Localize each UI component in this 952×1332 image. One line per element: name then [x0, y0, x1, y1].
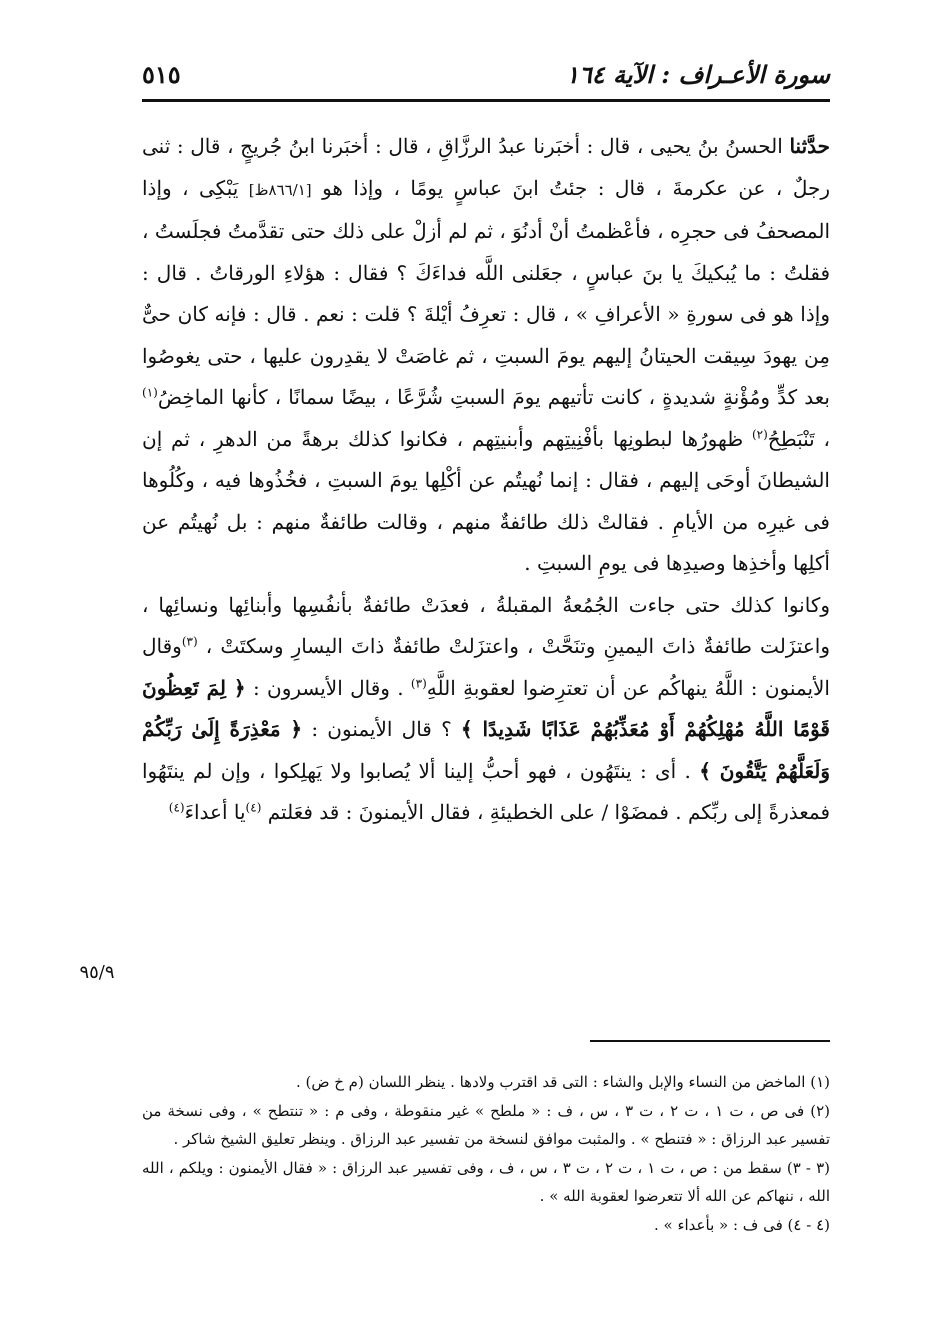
footnote-marker-3-start: (٣) [181, 634, 198, 649]
footnote-marker-4-end: (٤) [168, 800, 185, 815]
page-number: ٥١٥ [142, 59, 181, 89]
paragraph-text: يَبْكِى ، وإذا المصحفُ فى حجرِه ، فأعْظمتُ أنْ أدنُوَ ، ثم لم أزلْ على ذلك حتى تقدَّمتُ فجلَستُ ، فقلتُ : ما يُبكيكَ يا بنَ عباسٍ ، جعَلنى اللَّه فداءَكَ ؟ فقال : هؤلاءِ الورقاتُ . قال : وإذا هو فى سورةِ « الأعرافِ » ، قال : تعرِفُ أيْلةَ ؟ قلت : نعم . قال : فإنه كان حىٌّ مِن يهودَ سِيقت الحيتانُ إليهم يومَ السبتِ ، ثم غاصَتْ لا يقدِرون عليها ، حتى يغوصُوا بعد كدٍّ ومُؤْنةٍ شديدةٍ ، كانت تأتيهم يومَ السبتِ شُرَّعًا ، بيضًا سمانًا ، كأنها الماخِضُ [142, 175, 831, 409]
footnote-marker-4-start: (٤) [245, 800, 262, 815]
paragraph-text: وكانوا كذلك حتى جاءت الجُمُعةُ المقبلةُ ، فعدَتْ طائفةٌ بأنفُسِها وأبنائِها ونسائِها ، واعتزَلت طائفةٌ ذاتَ اليمينِ وتنَحَّتْ ، واعتزَلتْ طائفةٌ ذاتَ اليسارِ وسكتَتْ ، [142, 592, 830, 658]
footnote-marker-2: (٢) [751, 426, 768, 441]
footnote-rule [590, 1040, 830, 1042]
paragraph-text: ، تَنْبَطِحُ [767, 426, 831, 451]
paragraph-1 [142, 126, 830, 585]
quran-verse-1: ﴿ لِمَ تَعِظُونَ قَوْمًا اللَّهُ مُهْلِكُهُمْ أَوْ مُعَذِّبُهُمْ عَذَابًا شَدِيدًا ﴾ [142, 675, 830, 741]
footnote-1: (١) الماخض من النساء والإبل والشاء : التى قد اقترب ولادها . ينظر اللسان (م خ ض) . [295, 1073, 830, 1091]
header-title: سورة الأعـراف : الآية ١٦٤ [565, 59, 830, 89]
header-rule [142, 99, 830, 102]
paragraph-2 [142, 585, 830, 834]
paragraph-text: وقال الأيمنون : اللَّهُ ينهاكُم عن أن تعترِضوا لعقوبةِ اللَّهِ [142, 634, 830, 700]
footnote-2: (٢) فى ص ، ت ١ ، ت ٢ ، ت ٣ ، س ، ف : « ملطح » غير منقوطة ، وفى م : « تنتطح » ، وفى نسخة من تفسير عبد الرزاق : « فتنطح » . والمثبت موافق لنسخة من تفسير عبد الرزاق . وينظر تعليق الشيخ شاكر . [142, 1101, 830, 1148]
quran-verse-2: ﴿ مَعْذِرَةً إِلَىٰ رَبِّكُمْ وَلَعَلَّهُمْ يَتَّقُونَ ﴾ [142, 717, 830, 783]
footnote-4: (٤ - ٤) فى ف : « بأعداء » . [653, 1215, 830, 1234]
lead-word: حدَّثنا [789, 134, 830, 158]
paragraph-text: . وقال الأيسرون : [245, 675, 411, 700]
manuscript-reference: [٨٦٦/١ظ] [248, 180, 312, 199]
running-header [142, 52, 830, 96]
footnotes [142, 1068, 830, 1239]
paragraph-text: يا أعداءَ [184, 800, 246, 824]
footnote-3: (٣ - ٣) سقط من : ص ، ت ١ ، ت ٢ ، ت ٣ ، س ، ف ، وفى تفسير عبد الرزاق : « فقال الأيمنون : ويلكم ، الله الله ، ننهاكم عن الله ألا تتعرضوا لعقوبة الله » . [142, 1158, 830, 1205]
footnote-marker-1: (١) [142, 385, 158, 400]
paragraph-text: . أى : ينتَهُون ، فهو أحبُّ إلينا ألا يُصابوا ولا يَهلِكوا ، وإن لم ينتَهُوا فمعذرةً إلى ربِّكم . فمضَوْا / على الخطيئةِ ، فقال الأيمنونَ : قد فعَلتم [142, 758, 830, 824]
paragraph-text: الحسنُ بنُ يحيى ، قال : أخبَرنا عبدُ الرزَّاقِ ، قال : أخبَرنا ابنُ جُريجٍ ، قال : ثنى رجلٌ ، عن عكرمةَ ، قال : جئتُ ابنَ عباسٍ يومًا ، وإذا هو [142, 134, 830, 200]
main-text [142, 126, 830, 834]
footnote-marker-3-end: (٣) [410, 675, 427, 690]
paragraph-text: ؟ قال الأيمنون : [302, 717, 461, 741]
margin-reference: ٩٥/٩ [79, 962, 115, 983]
paragraph-text: ظهورُها لبطونِها بأفْنِيتِهم وأبنيتِهم ، فكانوا كذلك برهةً من الدهرِ ، ثم إن الشيطانَ أوحَى إليهم ، فقال : إنما نُهيتُم عن أكْلِها يومَ السبتِ ، فخُذُوها فيه ، وكُلُوها فى غيرِه من الأيامِ . فقالتْ ذلك طائفةٌ منهم ، وقالت طائفةٌ منهم : بل نُهيتُم عن أكلِها وأخذِها وصيدِها فى يومِ السبتِ . [142, 426, 830, 575]
